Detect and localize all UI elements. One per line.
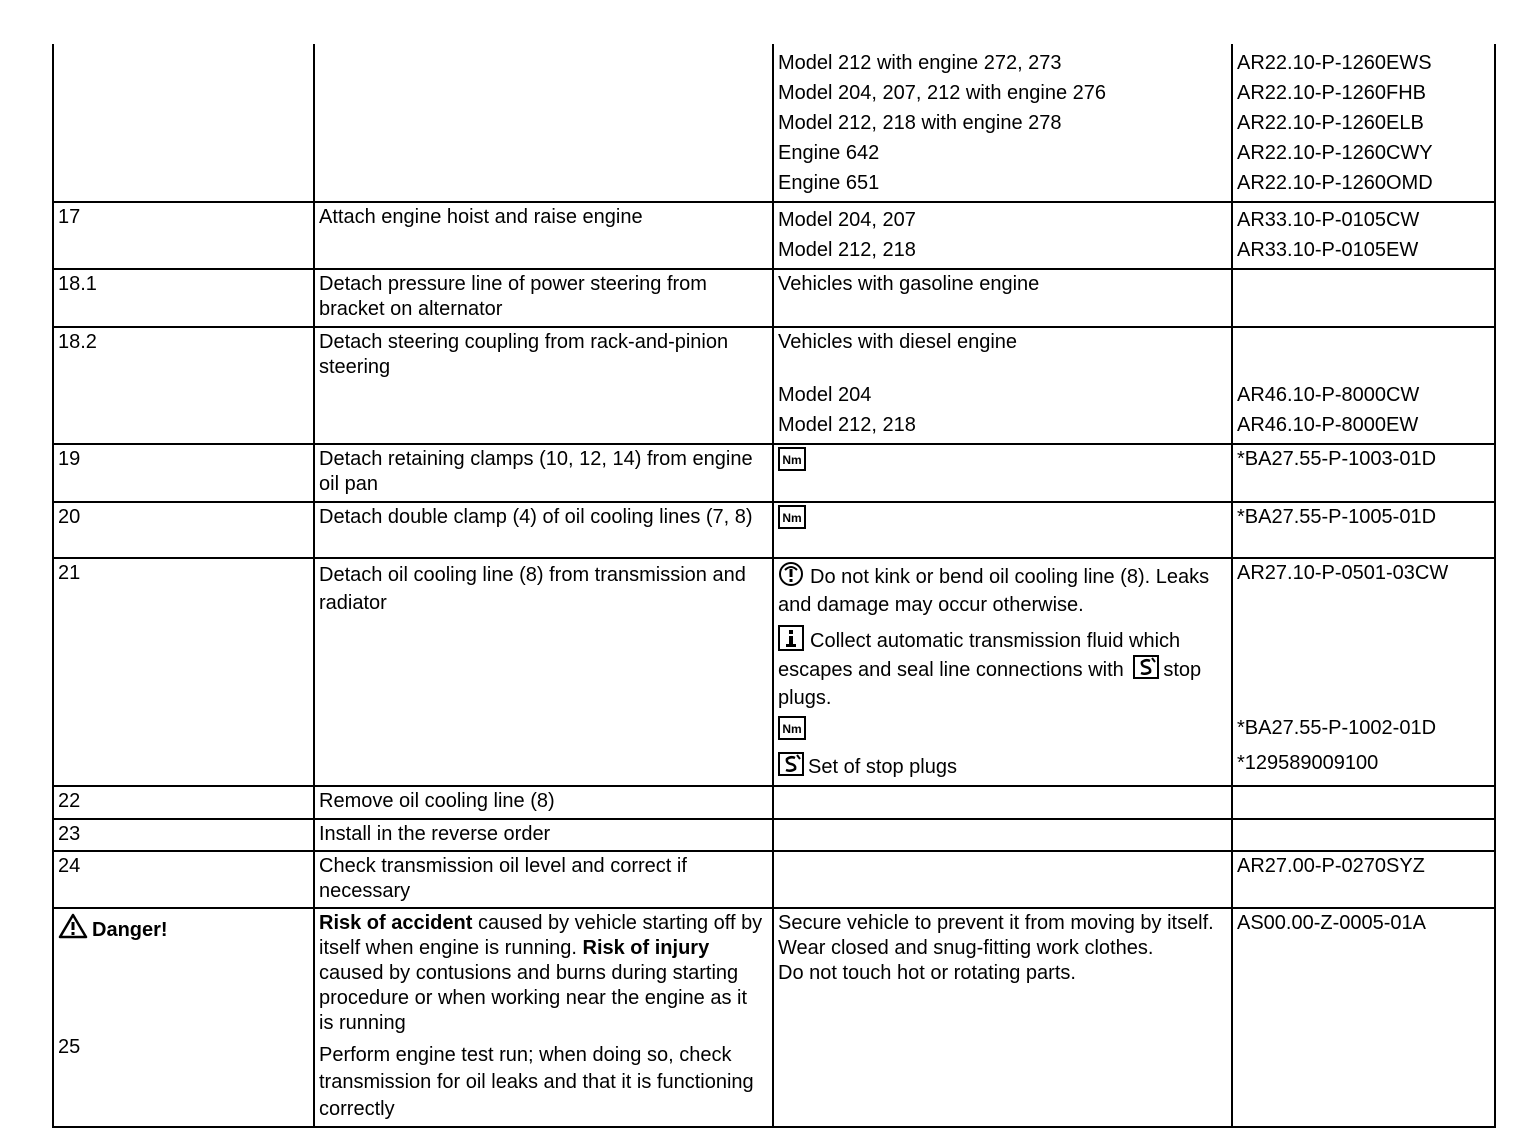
action-cell <box>314 502 773 558</box>
danger-keyword: Risk of accident <box>319 912 473 934</box>
reference-link[interactable]: AR22.10-P-1260ELB <box>1237 112 1424 134</box>
table-row <box>53 819 1495 851</box>
table-row <box>53 502 1495 558</box>
condition-cell <box>773 502 1232 558</box>
reference-cell <box>1232 444 1495 502</box>
action-cell <box>314 786 773 819</box>
action-text: Attach engine hoist and raise engine <box>319 206 643 228</box>
reference-link[interactable]: *BA27.55-P-1002-01D <box>1237 717 1437 739</box>
info-text: with <box>1088 659 1124 681</box>
condition-text: Model 204, 207, 212 with engine 276 <box>778 82 1107 104</box>
reference-cell <box>1232 908 1495 1127</box>
reference-link[interactable]: *129589009100 <box>1237 752 1379 774</box>
condition-text: Vehicles with gasoline engine <box>778 273 1040 295</box>
procedure-table <box>52 44 1496 1128</box>
danger-text: caused by vehicle starting off by itself when engine is running. <box>319 912 763 959</box>
condition-text: Model 204 <box>778 384 872 406</box>
reference-link[interactable]: AR27.10-P-0501-03CW <box>1237 562 1449 584</box>
table-row <box>53 851 1495 908</box>
action-cell <box>314 444 773 502</box>
reference-link[interactable]: AR33.10-P-0105EW <box>1237 239 1419 261</box>
svg-text:Nm: Nm <box>782 722 802 736</box>
action-cell <box>314 269 773 327</box>
step-cell <box>53 444 314 502</box>
reference-link[interactable]: *BA27.55-P-1003-01D <box>1237 448 1437 470</box>
step-number: 22 <box>58 790 81 812</box>
reference-cell <box>1232 502 1495 558</box>
action-cell <box>314 851 773 908</box>
table-row <box>53 444 1495 502</box>
table-row <box>53 327 1495 444</box>
condition-text: Model 212, 218 <box>778 414 916 436</box>
step-cell <box>53 851 314 908</box>
table-row <box>53 908 1495 1127</box>
condition-cell <box>773 444 1232 502</box>
step-cell <box>53 269 314 327</box>
step-cell <box>53 44 314 202</box>
safety-measure-text: Secure vehicle to prevent it from moving by itself. <box>778 912 1214 934</box>
reference-cell <box>1232 819 1495 851</box>
action-text: Detach retaining clamps (10, 12, 14) from engine oil pan <box>319 448 753 495</box>
reference-link[interactable]: AR22.10-P-1260CWY <box>1237 142 1433 164</box>
info-text: stop plugs. <box>778 659 1202 709</box>
warning-triangle-icon <box>58 913 88 939</box>
reference-cell <box>1232 558 1495 786</box>
action-cell <box>314 202 773 269</box>
action-cell <box>314 44 773 202</box>
condition-cell <box>773 44 1232 202</box>
step-number: 18.2 <box>58 331 97 353</box>
condition-cell <box>773 202 1232 269</box>
torque-nm-icon <box>778 505 806 529</box>
step-number: 17 <box>58 206 81 228</box>
condition-cell <box>773 908 1232 1127</box>
svg-text:Nm: Nm <box>782 453 802 467</box>
action-cell <box>314 327 773 444</box>
condition-text: Vehicles with diesel engine <box>778 331 1018 353</box>
action-text: Detach steering coupling from rack-and-pinion steering <box>319 331 729 378</box>
action-cell <box>314 558 773 786</box>
reference-link[interactable]: *BA27.55-P-1005-01D <box>1237 506 1437 528</box>
caution-text: Do not kink or bend oil cooling line (8). Leaks and damage may occur otherwise. <box>778 566 1210 616</box>
info-note <box>778 625 1226 712</box>
safety-measure-text: Do not touch hot or rotating parts. <box>778 962 1076 984</box>
special-tool-icon <box>1133 655 1159 679</box>
danger-text: Danger! <box>92 919 168 941</box>
reference-link[interactable]: AR46.10-P-8000CW <box>1237 384 1420 406</box>
condition-cell <box>773 786 1232 819</box>
step-cell <box>53 502 314 558</box>
caution-note <box>778 561 1226 619</box>
condition-text: Model 204, 207 <box>778 209 916 231</box>
torque-nm-icon <box>778 447 806 471</box>
torque-nm-icon <box>778 716 806 740</box>
reference-link[interactable]: AR22.10-P-1260FHB <box>1237 82 1426 104</box>
action-text: Install in the reverse order <box>319 823 551 845</box>
special-tool-icon <box>778 752 804 776</box>
danger-text: caused by contusions and burns during starting procedure or when working near the engine as it is running <box>319 962 748 1034</box>
condition-text: Model 212 with engine 272, 273 <box>778 52 1062 74</box>
table-row <box>53 786 1495 819</box>
table-row <box>53 44 1495 202</box>
action-text: Detach oil cooling line (8) from transmission and radiator <box>319 564 746 614</box>
condition-cell <box>773 327 1232 444</box>
step-cell <box>53 327 314 444</box>
reference-link[interactable]: AS00.00-Z-0005-01A <box>1237 912 1427 934</box>
info-icon <box>778 625 804 651</box>
reference-cell <box>1232 786 1495 819</box>
danger-label <box>58 913 308 943</box>
table-row <box>53 202 1495 269</box>
reference-link[interactable]: AR46.10-P-8000EW <box>1237 414 1419 436</box>
table-row <box>53 558 1495 786</box>
caution-icon <box>778 561 804 587</box>
reference-cell <box>1232 269 1495 327</box>
action-text: Remove oil cooling line (8) <box>319 790 555 812</box>
condition-text: Model 212, 218 <box>778 239 916 261</box>
reference-cell <box>1232 202 1495 269</box>
special-tool-text: Set of stop plugs <box>808 756 957 778</box>
action-text: Perform engine test run; when doing so, check transmission for oil leaks and that it is functioning correctly <box>319 1044 754 1120</box>
table-row <box>53 269 1495 327</box>
step-number: 25 <box>58 1036 81 1058</box>
reference-link[interactable]: AR22.10-P-1260OMD <box>1237 172 1433 194</box>
action-text: Detach pressure line of power steering from bracket on alternator <box>319 273 707 320</box>
step-number: 20 <box>58 506 81 528</box>
reference-cell <box>1232 851 1495 908</box>
condition-cell <box>773 819 1232 851</box>
reference-link[interactable]: AR22.10-P-1260EWS <box>1237 52 1432 74</box>
danger-description <box>319 911 767 1036</box>
step-number: 23 <box>58 823 81 845</box>
action-text: Check transmission oil level and correct if necessary <box>319 855 687 902</box>
svg-text:Nm: Nm <box>782 511 802 525</box>
step-cell <box>53 908 314 1127</box>
special-tool-note <box>778 752 1226 780</box>
action-cell <box>314 908 773 1127</box>
condition-cell <box>773 851 1232 908</box>
condition-cell <box>773 269 1232 327</box>
step-cell <box>53 202 314 269</box>
condition-text: Engine 642 <box>778 142 880 164</box>
step-number: 24 <box>58 855 81 877</box>
step-cell <box>53 558 314 786</box>
step-cell <box>53 819 314 851</box>
step-number: 19 <box>58 448 81 470</box>
condition-text: Engine 651 <box>778 172 880 194</box>
step-cell <box>53 786 314 819</box>
action-text: Detach double clamp (4) of oil cooling lines (7, 8) <box>319 506 753 528</box>
danger-keyword: Risk of injury <box>582 937 710 959</box>
condition-text: Model 212, 218 with engine 278 <box>778 112 1062 134</box>
step-number: 18.1 <box>58 273 97 295</box>
reference-cell <box>1232 327 1495 444</box>
info-text: Collect automatic transmission fluid which escapes and seal line connections <box>778 630 1181 681</box>
action-cell <box>314 819 773 851</box>
step-number: 21 <box>58 562 81 584</box>
safety-measure-text: Wear closed and snug-fitting work clothes. <box>778 937 1154 959</box>
reference-cell <box>1232 44 1495 202</box>
reference-link[interactable]: AR33.10-P-0105CW <box>1237 209 1420 231</box>
condition-cell <box>773 558 1232 786</box>
reference-link[interactable]: AR27.00-P-0270SYZ <box>1237 855 1425 877</box>
